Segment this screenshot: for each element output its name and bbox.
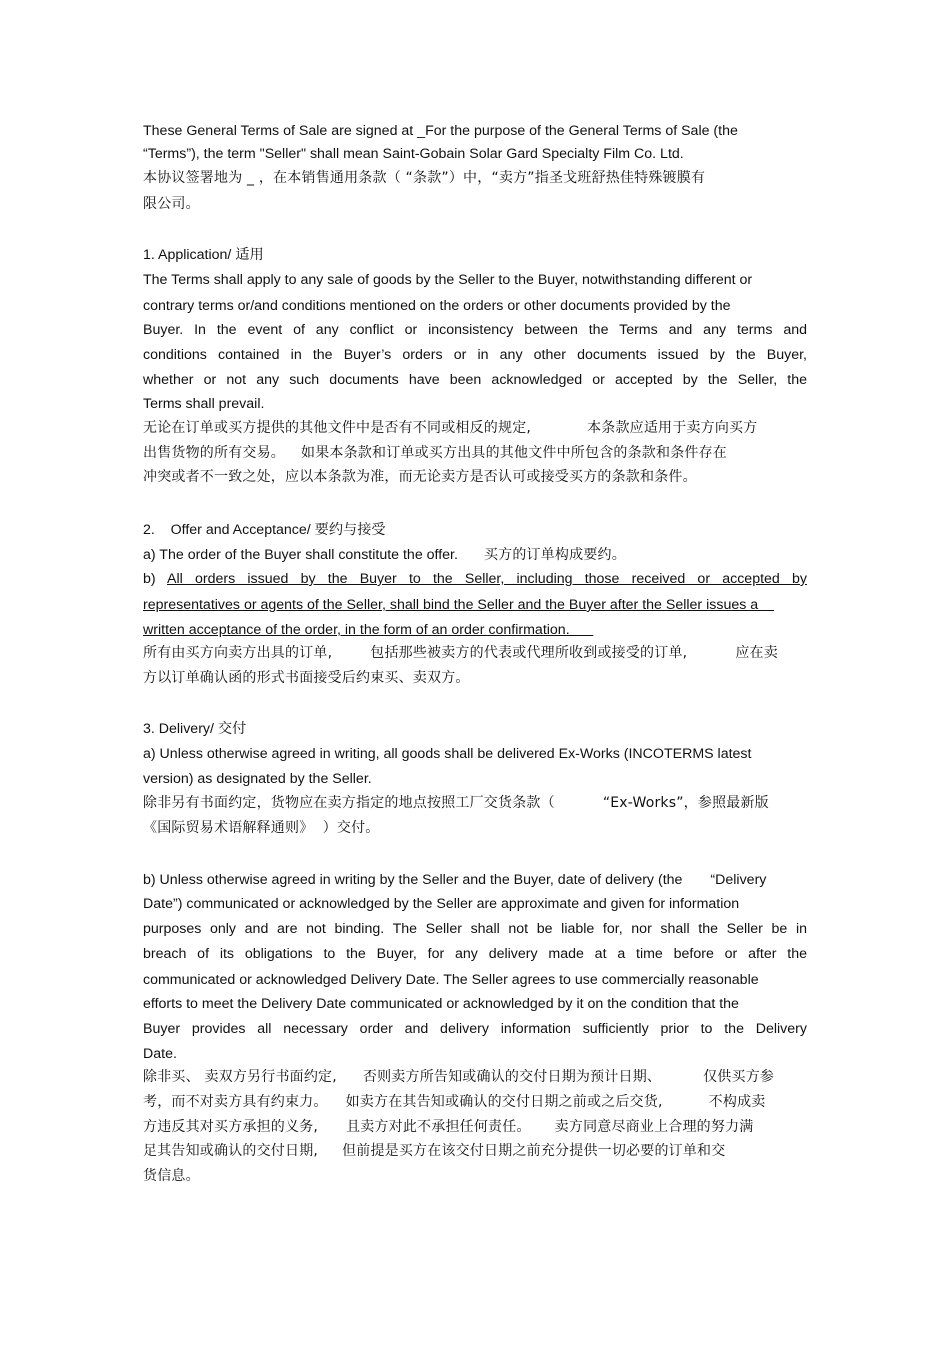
s3-b-line-6: efforts to meet the Delivery Date communicated or acknowledged by it on the condition that the	[143, 996, 739, 1012]
s3-b-line-4: breach of its obligations to the Buyer, for any delivery made at a time before or after the	[143, 946, 807, 962]
s3-cn-line-2b: 如卖方在其告知或确认的交付日期之前或之后交货,	[345, 1094, 663, 1110]
s3-a-cn-line-1b: “Ex-Works”，参照最新版	[602, 795, 769, 811]
section-3-heading: 3. Delivery/ 交付	[143, 721, 247, 737]
s3-b-line-8: Date.	[143, 1046, 177, 1062]
s3-a-line-2: version) as designated by the Seller.	[143, 771, 372, 787]
s2-b-prefix: b)	[143, 571, 168, 587]
s3-cn-line-3c: 卖方同意尽商业上合理的努力满	[554, 1119, 754, 1135]
s3-b-line-2: Date”) communicated or acknowledged by the Seller are approximate and given for information	[143, 896, 740, 912]
s1-en-line-6: Terms shall prevail.	[143, 396, 265, 412]
intro-line-2: “Terms”), the term "Seller" shall mean Saint-Gobain Solar Gard Specialty Film Co. Ltd.	[143, 146, 684, 162]
s3-cn-line-5: 货信息。	[143, 1168, 200, 1184]
intro-cn-line-2: 限公司。	[143, 196, 200, 212]
s1-en-line-3: Buyer. In the event of any conflict or inconsistency between the Terms and any terms and	[143, 322, 807, 338]
s3-cn-line-4	[143, 1141, 807, 1161]
s1-en-line-4: conditions contained in the Buyer’s orders or in any other documents issued by the Buyer,	[143, 347, 807, 363]
s1-cn-line-2	[143, 443, 807, 463]
s3-cn-line-1c: 仅供买方参	[703, 1069, 775, 1085]
s3-b-line-1	[143, 870, 807, 890]
s2-b-line-3: written acceptance of the order, in the form of an order confirmation.	[143, 622, 594, 638]
section-1-heading: 1. Application/ 适用	[143, 247, 264, 263]
intro-cn-line-1: 本协议签署地为 _ ，在本销售通用条款（ “条款”）中，“卖方”指圣戈班舒热佳特殊镀膜有	[143, 170, 706, 186]
s3-a-line-1: a) Unless otherwise agreed in writing, all goods shall be delivered Ex-Works (INCOTERMS latest	[143, 746, 752, 762]
s2-a-cn: 买方的订单构成要约。	[483, 547, 626, 563]
s2-cn-line-1	[143, 643, 807, 663]
s3-b-line-1b: “Delivery	[710, 872, 767, 888]
s1-en-line-1: The Terms shall apply to any sale of goods by the Seller to the Buyer, notwithstanding different or	[143, 272, 753, 288]
s3-b-line-5: communicated or acknowledged Delivery Date. The Seller agrees to use commercially reasonable	[143, 972, 759, 988]
s2-a-line	[143, 545, 807, 565]
s1-cn-line-1b: 本条款应适用于卖方向买方	[587, 420, 758, 436]
section-2-heading: 2. Offer and Acceptance/ 要约与接受	[143, 522, 386, 538]
s2-cn-line-1b: 包括那些被卖方的代表或代理所收到或接受的订单,	[370, 645, 688, 661]
s3-cn-line-4a: 足其告知或确认的交付日期,	[143, 1143, 319, 1159]
s2-b-line-2: representatives or agents of the Seller, shall bind the Seller and the Buyer after the Seller issues a	[143, 597, 774, 613]
s2-cn-line-2: 方以订单确认函的形式书面接受后约束买、卖双方。	[143, 670, 470, 686]
s2-cn-line-1c: 应在卖	[735, 645, 778, 661]
s3-cn-line-1a: 除非买、 卖双方另行书面约定,	[143, 1069, 337, 1085]
s3-cn-line-3a: 方违反其对买方承担的义务,	[143, 1119, 319, 1135]
s3-b-line-1a: b) Unless otherwise agreed in writing by the Seller and the Buyer, date of delivery (the	[143, 872, 683, 888]
s1-en-line-2: contrary terms or/and conditions mentioned on the orders or other documents provided by the	[143, 298, 731, 314]
s3-cn-line-1b: 否则卖方所告知或确认的交付日期为预计日期、	[362, 1069, 662, 1085]
s3-b-line-3: purposes only and are not binding. The Seller shall not be liable for, nor shall the Seller be in	[143, 921, 807, 937]
s2-a-en: a) The order of the Buyer shall constitute the offer.	[143, 547, 458, 563]
s3-a-cn-line-2: 《国际贸易术语解释通则》 ）交付。	[143, 820, 380, 836]
s3-cn-line-3b: 且卖方对此不承担任何责任。	[346, 1119, 531, 1135]
s3-cn-line-2a: 考，而不对卖方具有约束力。	[143, 1094, 328, 1110]
s3-cn-line-2	[143, 1092, 807, 1112]
intro-line-1: These General Terms of Sale are signed at _For the purpose of the General Terms of Sale (the	[143, 123, 738, 139]
s1-cn-line-2a: 出售货物的所有交易。	[143, 445, 285, 461]
s1-en-line-5: whether or not any such documents have been acknowledged or accepted by the Seller, the	[143, 372, 807, 388]
s3-cn-line-4b: 但前提是买方在该交付日期之前充分提供一切必要的订单和交	[342, 1143, 726, 1159]
s2-b-text-1: All orders issued by the Buyer to the Seller, including those received or accepted by	[167, 571, 807, 587]
s2-cn-line-1a: 所有由买方向卖方出具的订单,	[143, 645, 333, 661]
s2-b-line-1	[143, 569, 807, 589]
s1-cn-line-3: 冲突或者不一致之处，应以本条款为准，而无论卖方是否认可或接受买方的条款和条件。	[143, 469, 697, 485]
s3-a-cn-line-1a: 除非另有书面约定，货物应在卖方指定的地点按照工厂交货条款（	[143, 795, 555, 811]
s3-cn-line-2c: 不构成卖	[708, 1094, 766, 1110]
s1-cn-line-1	[143, 418, 807, 438]
s1-cn-line-2b: 如果本条款和订单或买方出具的其他文件中所包含的条款和条件存在	[301, 445, 727, 461]
s3-b-line-7: Buyer provides all necessary order and delivery information sufficiently prior to the Delivery	[143, 1021, 807, 1037]
s3-cn-line-3	[143, 1117, 807, 1137]
s3-a-cn-line-1	[143, 793, 807, 813]
s3-cn-line-1	[143, 1067, 807, 1087]
s1-cn-line-1a: 无论在订单或买方提供的其他文件中是否有不同或相反的规定,	[143, 420, 532, 436]
